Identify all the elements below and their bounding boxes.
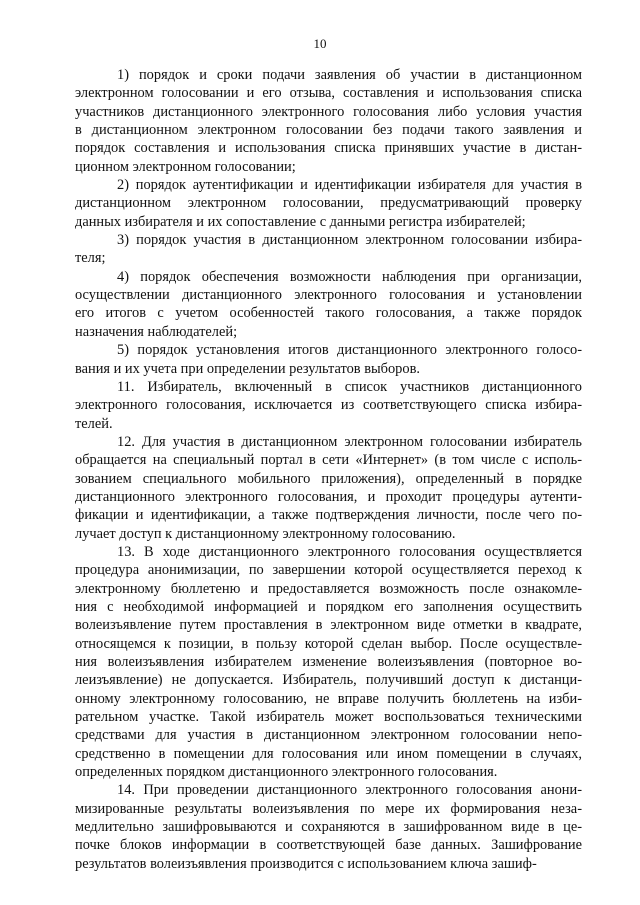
paragraph-item-2 [75, 176, 582, 231]
paragraph-section-11 [75, 378, 582, 433]
text-line: ния волеизъявления избирателем изменение волеизъявления (повторное во- [75, 654, 582, 670]
text-line: теля; [75, 250, 106, 267]
text-line: дистанционном электронном голосовании, предусматривающий проверку [75, 195, 582, 212]
text-line: онному электронному голосованию, не вправе получить бюллетень на изби- [75, 690, 582, 707]
text-line: 13. В ходе дистанционного электронного голосования осуществляется [117, 543, 582, 560]
text-line: фикации и идентификации, а также подтверждения личности, после чего по- [75, 507, 582, 524]
text-line: обращается на специальный портал в сети «Интернет» (в том числе с исполь- [75, 452, 582, 469]
paragraph-item-3 [75, 231, 582, 268]
text-line: почке блоков информации в соответствующей базе данных. Зашифрование [75, 837, 582, 854]
text-line: результатов волеизъявления производится с использованием ключа зашиф- [75, 855, 537, 872]
paragraph-section-12 [75, 433, 582, 543]
text-line: процедура анонимизации, по завершении которой осуществляется переход к [75, 562, 582, 579]
text-line: определенных порядком дистанционного электронного голосования. [75, 764, 498, 781]
text-line: 11. Избиратель, включенный в список участников дистанционного [117, 378, 582, 395]
text-line: вания и их учета при определении результатов выборов. [75, 360, 420, 377]
text-line: назначения наблюдателей; [75, 323, 238, 340]
text-line: ционном электронном голосовании; [75, 158, 296, 175]
text-line: 4) порядок обеспечения возможности наблюдения при организации, [117, 268, 582, 285]
text-line: телей. [75, 415, 113, 432]
text-line: его итогов с учетом особенностей такого голосования, а также порядок [75, 305, 582, 322]
text-line: относящемся к позиции, в пользу которой сделан выбор. После осуществле- [75, 635, 582, 652]
text-line: электронному бюллетеню и предоставляется возможность после ознакомле- [75, 580, 582, 597]
text-line: мизированные результаты волеизъявления по мере их формирования неза- [75, 800, 582, 817]
text-line: рательном участке. Такой избиратель может воспользоваться техническими [75, 709, 582, 726]
text-line: 1) порядок и сроки подачи заявления об участии в дистанционном [117, 67, 582, 83]
paragraph-item-5 [75, 341, 582, 378]
paragraph-item-1 [75, 66, 582, 176]
text-line: 3) порядок участия в дистанционном электронном голосовании избира- [117, 232, 582, 249]
text-line: участников дистанционного электронного голосования либо условия участия [75, 103, 582, 120]
text-line: волеизъявление путем проставления в электронном виде отметки в квадрате, [75, 617, 582, 634]
text-line: электронного голосования, исключается из соответствующего списка избира- [75, 397, 582, 414]
text-line: данных избирателя и их сопоставление с данными регистра избирателей; [75, 213, 526, 230]
text-line: 14. При проведении дистанционного электронного голосования анони- [117, 782, 582, 799]
text-line: 12. Для участия в дистанционном электронном голосовании избиратель [117, 433, 582, 450]
text-line: 5) порядок установления итогов дистанционного электронного голосо- [117, 342, 582, 359]
text-line: зованием специального мобильного приложения), определенный в порядке [75, 470, 582, 487]
document-body [75, 66, 582, 873]
text-line: дистанционного электронного голосования, и проходит процедуры аутенти- [75, 488, 582, 505]
paragraph-section-14 [75, 781, 582, 873]
paragraph-section-13 [75, 543, 582, 781]
page-number: 10 [313, 36, 327, 51]
text-line: порядок составления и использования списка принявших участие в дистан- [75, 140, 582, 157]
text-line: средствами для участия в дистанционном электронном голосовании непо- [75, 727, 582, 744]
text-line: в дистанционном электронном голосовании без подачи такого заявления и [75, 122, 582, 139]
text-line: средственно в помещении для голосования или ином помещении в случаях, [75, 745, 582, 762]
text-line: 2) порядок аутентификации и идентификации избирателя для участия в [117, 177, 582, 194]
text-line: осуществлении дистанционного электронного голосования и установлении [75, 287, 582, 304]
paragraph-item-4 [75, 268, 582, 341]
text-line: электронном голосовании и его отзыва, составления и использования списка [75, 85, 582, 102]
text-line: лучает доступ к дистанционному электронному голосованию. [75, 525, 456, 542]
text-line: леизъявление) не допускается. Избиратель, получивший доступ к дистанци- [75, 672, 582, 689]
text-line: ния с необходимой информацией и порядком его заполнения осуществить [75, 598, 582, 615]
text-line: медлительно зашифровываются и сохраняются в зашифрованном виде в це- [75, 819, 582, 836]
